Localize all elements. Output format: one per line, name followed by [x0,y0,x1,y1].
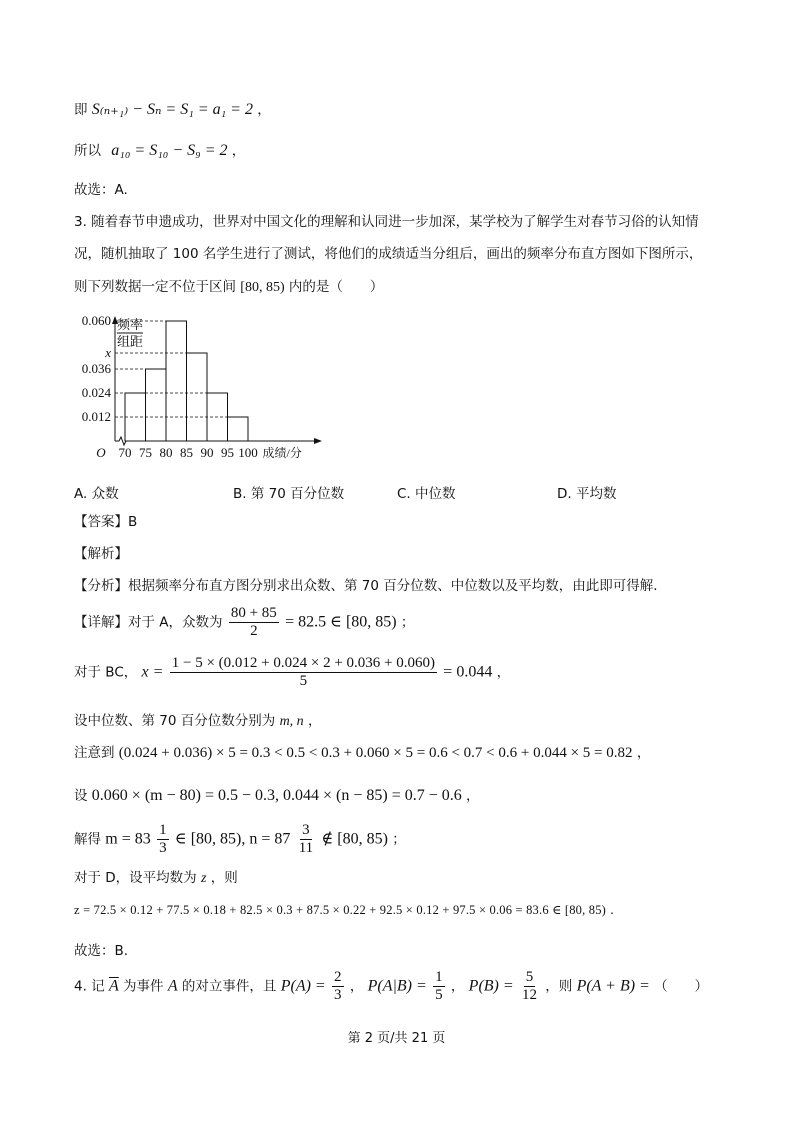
fraction-pa [332,969,344,1004]
math-a-bar: $\overline{A}$ [108,977,119,995]
histogram-bar [146,369,167,441]
math-expression: a₁₀ = S₁₀ − S₉ = 2 [111,142,228,159]
detail-bc-line [74,655,510,690]
punctuation: ， [450,978,465,995]
set-equation-line [74,786,480,806]
math-expression: ∈ [80, 85), n = 87 [174,830,291,848]
math-expression: = 0.044 [443,663,493,681]
y-tick-label: x [105,345,111,360]
detail-a-line [74,605,414,640]
math-expression: S₍ₙ₊₁₎ − Sₙ = S₁ = a₁ = 2 [91,101,253,118]
numerator: 2 [334,969,342,985]
fraction [229,605,279,640]
math-pab2: P(A + B) = [576,977,650,995]
analysis-summary: 【分析】根据频率分布直方图分别求出众数、第 70 百分位数、中位数以及平均数，由此即可得解. [74,578,658,594]
denominator: 5 [435,987,443,1003]
y-tick-label: 0.060 [81,313,111,328]
set-median-line [74,711,321,732]
answer-select-a: 故选：A. [74,182,128,198]
option-c: C. 中位数 [397,486,456,502]
x-axis-arrow [314,438,322,444]
denominator: 3 [334,987,342,1003]
math-a: A [167,977,178,995]
histogram-bar [166,321,187,441]
interval: [80, 85) [240,280,285,295]
math-expression: ∉ [80, 85) [321,830,388,848]
text: 为事件 [123,978,164,995]
punctuation: ； [400,614,415,631]
detail-d-line [74,868,238,889]
analysis-heading: 【解析】 [74,546,128,562]
notice-line [74,743,650,763]
histogram-bar [228,417,249,441]
x-tick-label: 80 [159,445,173,460]
math-expression: z = 72.5 × 0.12 + 77.5 × 0.18 + 82.5 × 0.3 + 87.5 × 0.22 + 92.5 × 0.12 + 97.5 × 0.06 = 83.6 ∈ [80, 85) [74,903,607,917]
y-tick-label: 0.024 [81,385,111,400]
x-tick-label: 75 [139,445,152,460]
derivation-line-1 [74,100,271,120]
mean-equation-line [74,900,614,920]
punctuation: ， [496,664,511,681]
frequency-histogram [70,312,340,472]
x-tick-label: 95 [221,445,234,460]
x-axis-label: 成绩/分 [262,446,302,460]
text-prefix: 所以 [74,143,101,159]
numerator: 1 [435,969,443,985]
x-tick-label: 100 [238,445,258,460]
text: 对于 D，设平均数为 [74,870,197,886]
fraction [170,655,437,690]
numerator: 3 [302,822,310,838]
answer-select-b: 故选：B. [74,943,129,959]
origin-label: O [96,445,106,460]
denominator: 3 [159,840,167,856]
y-axis-label-top: 频率 [117,317,144,332]
denominator: 5 [299,673,308,689]
text: 的对立事件，且 [181,978,277,995]
numerator: 5 [525,969,534,985]
option-b: B. 第 70 百分位数 [233,486,345,502]
punctuation: ， [636,745,651,761]
text: 则下列数据一定不位于区间 [74,279,236,295]
numerator: 1 − 5 × (0.012 + 0.024 × 2 + 0.036 + 0.060) [171,655,435,671]
page-footer: 第 2 页/共 21 页 [347,1031,446,1046]
x-tick-label: 90 [200,445,214,460]
math-pab: P(A|B) = [367,977,427,995]
answer-label: 【答案】B [74,514,138,530]
text: 对于 BC， [74,664,138,681]
punctuation: ， [307,713,322,729]
derivation-line-2 [74,141,245,161]
blank-parens: （ ） [654,978,709,995]
q4-stem [74,969,708,1004]
option-a: A. 众数 [74,486,119,502]
histogram-bar [187,353,208,441]
x-tick-label: 85 [180,445,193,460]
q3-stem-line-2: 况，随机抽取了 100 名学生进行了测试，将他们的成绩适当分组后，画出的频率分布直方图如下图所示， [74,246,703,262]
q3-stem-line-3 [74,277,383,298]
math-expression: = 82.5 ∈ [80, 85) [285,613,397,631]
math-expression: 0.060 × (m − 80) = 0.5 − 0.3, 0.044 × (n − 85) = 0.7 − 0.6 [91,787,462,804]
punctuation: ； [392,831,406,848]
fraction-n [297,822,315,857]
punctuation: . [610,903,615,917]
solve-line [74,822,406,857]
numerator: 1 [159,822,167,838]
fraction-m [157,822,169,857]
math-lhs: x = [141,663,164,681]
math-var: z [200,871,207,886]
x-tick-label: 70 [118,445,132,460]
fraction-pab [433,969,445,1004]
punctuation: ，则 [210,870,238,886]
text: 设 [74,788,88,804]
denominator: 2 [250,623,258,639]
math-expression: (0.024 + 0.036) × 5 = 0.3 < 0.5 < 0.3 + 0.060 × 5 = 0.6 < 0.7 < 0.6 + 0.044 × 5 = 0.82 [118,745,633,761]
text: 设中位数、第 70 百分位数分别为 [74,713,276,729]
q3-stem-line-1: 3. 随着春节申遗成功，世界对中国文化的理解和认同进一步加深，某学校为了解学生对春节习俗的认知情 [74,214,699,230]
denominator: 12 [521,987,537,1003]
text: 注意到 [74,745,115,761]
punctuation: ， [466,788,480,804]
punctuation: ， [257,102,271,118]
text: 4. 记 [74,978,105,995]
text-prefix: 即 [74,102,88,118]
math-pa: P(A) = [280,977,326,995]
denominator: 11 [298,840,314,856]
text: 【详解】对于 A，众数为 [74,614,223,631]
punctuation: ，则 [545,978,573,995]
fraction-pb [520,969,539,1004]
text: 内的是（ ） [288,279,384,295]
math-vars: m, n [279,714,304,729]
punctuation: ， [231,143,246,159]
option-d: D. 平均数 [557,486,617,502]
numerator: 80 + 85 [230,605,277,621]
y-tick-label: 0.036 [81,361,111,376]
math-expression: m = 83 [105,830,151,848]
y-tick-label: 0.012 [81,409,111,424]
text: 解得 [74,831,101,848]
math-pb: P(B) = [468,977,514,995]
y-axis-label-bottom: 组距 [117,334,144,349]
punctuation: ， [349,978,364,995]
